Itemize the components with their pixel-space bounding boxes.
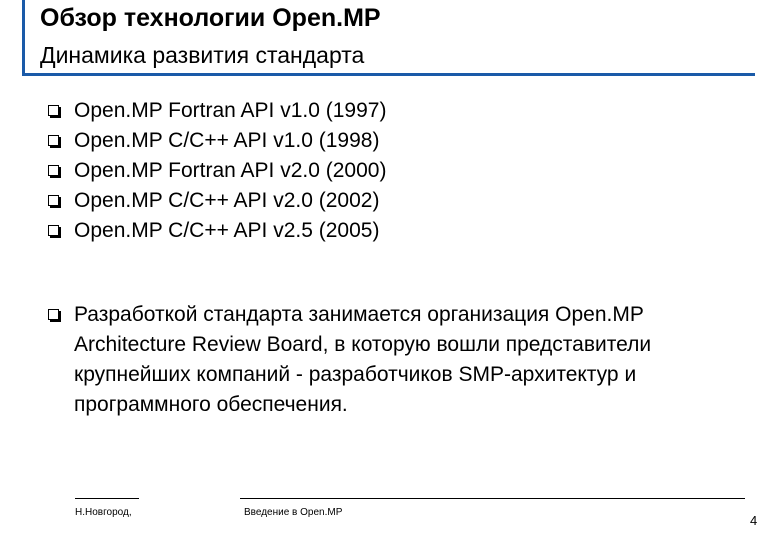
description-text: Разработкой стандарта занимается организация Open.MP Architecture Review Board, в которую вошли представители крупнейших компаний - разработчиков SMP-архитектур и программного обеспечения. xyxy=(74,303,652,416)
list-item xyxy=(48,156,386,186)
page-number: 4 xyxy=(750,513,758,528)
list-item-text: Open.MP Fortran API v1.0 (1997) xyxy=(74,99,387,122)
list-item-text: Open.MP C/C++ API v2.0 (2002) xyxy=(74,189,380,212)
list-item xyxy=(48,96,386,126)
slide-title: Обзор технологии Open.MP xyxy=(40,4,381,32)
list-item-text: Open.MP Fortran API v2.0 (2000) xyxy=(74,159,387,182)
footer-divider xyxy=(75,498,139,499)
footer-location: Н.Новгород, xyxy=(75,507,132,518)
checkbox-bullet-icon xyxy=(48,165,59,176)
checkbox-bullet-icon xyxy=(48,225,59,236)
header-vertical-rule xyxy=(22,0,25,76)
list-item xyxy=(48,216,386,246)
checkbox-bullet-icon xyxy=(48,309,59,320)
checkbox-bullet-icon xyxy=(48,105,59,116)
version-list xyxy=(48,96,386,246)
footer-divider xyxy=(240,498,745,499)
list-item-text: Open.MP C/C++ API v2.5 (2005) xyxy=(74,219,380,242)
list-item xyxy=(48,126,386,156)
slide-subtitle: Динамика развития стандарта xyxy=(40,42,365,68)
list-item-text: Open.MP C/C++ API v1.0 (1998) xyxy=(74,129,380,152)
checkbox-bullet-icon xyxy=(48,135,59,146)
description-paragraph xyxy=(48,300,738,420)
header-horizontal-rule xyxy=(22,73,755,76)
list-item xyxy=(48,186,386,216)
footer-course-title: Введение в Open.MP xyxy=(244,507,343,518)
checkbox-bullet-icon xyxy=(48,195,59,206)
